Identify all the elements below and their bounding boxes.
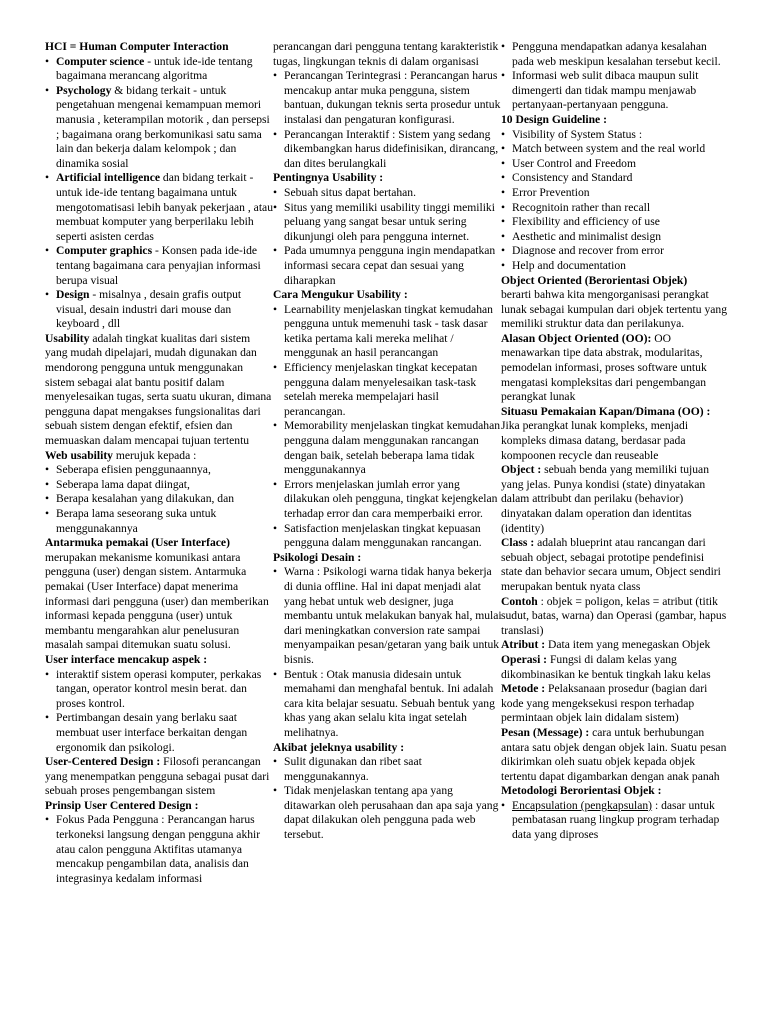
term: Antarmuka pemakai (User Interface) <box>45 536 230 550</box>
paragraph <box>501 682 727 726</box>
item-text: Efficiency menjelaskan tingkat kecepatan pengguna dalam menyelesaikan task-task setelah mereka mempelajari hasil perancangan. <box>284 361 478 418</box>
column-2 <box>273 40 503 843</box>
bullet-item <box>45 84 273 172</box>
item-text: Sulit digunakan dan ribet saat menggunakannya. <box>284 755 422 783</box>
bullet-item <box>45 244 273 288</box>
bullet-item <box>45 507 273 536</box>
heading-text: Prinsip User Centered Design : <box>45 798 199 812</box>
bullet-item <box>501 215 727 230</box>
section-heading <box>273 288 503 303</box>
bullet-item <box>45 463 273 478</box>
section-heading <box>501 784 727 799</box>
section-heading <box>45 653 273 668</box>
term: Computer science <box>56 54 145 68</box>
item-text: Perancangan Terintegrasi : Perancangan harus mencakup antar muka pengguna, sistem bantuan, dukungan teknis serta prosedur untuk instalasi dan pengaturan konfigurasi. <box>284 69 501 126</box>
item-text: Situs yang memiliki usability tinggi memiliki peluang yang sangat besar untuk sering dikunjungi oleh para pengguna internet. <box>284 200 495 243</box>
paragraph <box>273 40 503 69</box>
item-text: : dasar untuk pembatasan ruang lingkup program terhadap data yang diproses <box>512 798 720 842</box>
bullet-item <box>273 303 503 361</box>
paragraph <box>501 638 727 653</box>
bullet-item <box>501 171 727 186</box>
item-text: interaktif sistem operasi komputer, perkakas tangan, operator kontrol mesin berat. dan proses kontrol. <box>56 667 262 710</box>
term: Computer graphics <box>56 244 153 258</box>
bullet-item <box>273 478 503 522</box>
item-text: & bidang terkait - untuk pengetahuan mengenai kemampuan memori manusia , keterampilan motorik , dan persepsi ; bagaimana orang berkomunikasi satu sama lain dan bekerja dalam kelompok ; dan dinamika sosial <box>56 83 270 170</box>
term: Operasi : <box>501 652 548 666</box>
item-text: : objek = poligon, kelas = atribut (titik sudut, batas, warna) dan Operasi (gambar, hapus translasi) <box>501 594 727 637</box>
item-text: Informasi web sulit dibaca maupun sulit dimengerti dan tidak mampu menjawab pertanyaan-pertanyaan pengguna. <box>512 69 699 112</box>
bullet-item <box>501 799 727 843</box>
item-text: adalah blueprint atau rancangan dari sebuah object, sebagai prototipe pendefinisi state dan behavior secara umum, Object sendiri merupakan bentuk nyata class <box>501 536 721 593</box>
bullet-item <box>501 186 727 201</box>
item-text: Learnability menjelaskan tingkat kemudahan pengguna untuk memenuhi task - task dasar ketika pertama kali mereka melihat / menggunak an hasil perancangan <box>284 302 493 360</box>
item-text: Pelaksanaan prosedur (bagian dari kode yang mengeksekusi respon terhadap permintaan objek lain didalam sistem) <box>501 682 708 725</box>
column-3 <box>501 40 727 843</box>
term: User-Centered Design : <box>45 755 161 769</box>
bullet-item <box>273 784 503 842</box>
item-text: dan bidang terkait - untuk ide-ide tentang bagaimana untuk mengotomatisasi lebih banyak pekerjaan , atau membuat komputer yang berperilaku lebih seperti asisten cerdas <box>56 171 273 243</box>
term: Atribut : <box>501 638 546 652</box>
item-text: Warna : Psikologi warna tidak hanya bekerja di dunia offline. Hal ini dapat menjadi alat yang hebat untuk web designer, juga membantu untuk melakukan banyak hal, mulai dari meningkatkan conversion rate sampai menyampaikan pesan/getaran yang baik untuk bisnis. <box>284 565 502 666</box>
section-heading <box>273 551 503 566</box>
bullet-item <box>501 244 727 259</box>
term: Artificial intelligence <box>56 171 160 185</box>
term: Encapsulation (pengkapsulan) <box>512 798 653 812</box>
paragraph <box>501 288 727 332</box>
paragraph <box>501 405 727 463</box>
item-text: - misalnya , desain grafis output visual, desain industri dari mouse dan keyboard , dll <box>56 288 242 331</box>
term: Design <box>56 288 90 302</box>
item-text: merupakan mekanisme komunikasi antara pengguna (user) dengan sistem. Antarmuka pemakai (User Interface) dapat menerima informasi dari pengguna (user) dan memberikan informasi kepada pengguna (user) untuk membantu mengarahkan alur penelusuran masalah sampai ditemukan suatu solusi. <box>45 550 269 652</box>
bullet-item <box>501 40 727 69</box>
item-text: Tidak menjelaskan tentang apa yang ditawarkan oleh perusahaan dan apa saja yang dapat dilakukan oleh pengguna pada web tersebut. <box>284 784 499 842</box>
heading-text: Metodologi Berorientasi Objek : <box>501 784 662 798</box>
bullet-item <box>273 69 503 127</box>
bullet-item <box>501 142 727 157</box>
item-text: Fokus Pada Pengguna : Perancangan harus terkoneksi langsung dengan pengguna akhir atau calon pengguna Aktifitas utamanya mencakup pengambilan data, analisis dan integrasinya kedalam informasi <box>56 813 261 885</box>
item-text: Error Prevention <box>512 185 590 199</box>
item-text: Satisfaction menjelaskan tingkat kepuasan pengguna dalam menggunakan rancangan. <box>284 521 482 550</box>
bullet-item <box>273 128 503 172</box>
bullet-item <box>45 492 273 507</box>
item-text: - Konsen pada ide-ide tentang bagaimana cara penyajian informasi berupa visual <box>56 244 261 287</box>
item-text: Visibility of System Status : <box>512 127 643 141</box>
item-text: merujuk kepada : <box>112 448 197 462</box>
heading-text: Cara Mengukur Usability : <box>273 288 408 302</box>
paragraph <box>501 595 727 639</box>
item-text: sebuah benda yang memiliki tujuan yang jelas. Punya kondisi (state) dinyatakan dalam attribubt dan perilaku (behavior) dinyatakan dalam operation dan identitas (identity) <box>501 463 709 535</box>
item-text: Perancangan Interaktif : Sistem yang sedang dikembangkan harus didefinisikan, dirancang, dan dites berulangkali <box>284 127 499 170</box>
bullet-item <box>501 157 727 172</box>
term: Metode : <box>501 682 546 696</box>
heading-text: Pentingnya Usability : <box>273 171 384 185</box>
paragraph <box>501 463 727 536</box>
term: Object : <box>501 463 542 477</box>
item-text: User Control and Freedom <box>512 156 636 170</box>
item-text: Flexibility and efficiency of use <box>512 215 660 229</box>
bullet-item <box>501 69 727 113</box>
heading-text: HCI = Human Computer Interaction <box>45 40 229 53</box>
bullet-item <box>273 201 503 245</box>
section-heading <box>501 274 727 289</box>
item-text: Fungsi di dalam kelas yang dikombinasikan ke bentuk tingkah laku kelas <box>501 652 711 681</box>
item-text: Berapa kesalahan yang dilakukan, dan <box>56 492 235 506</box>
bullet-item <box>273 361 503 419</box>
item-text: Memorability menjelaskan tingkat kemudahan pengguna dalam menggunakan rancangan dengan baik, setelah beberapa lama tidak menggunakannya <box>284 419 501 477</box>
section-heading <box>273 741 503 756</box>
term: Pesan (Message) : <box>501 725 590 739</box>
heading-text: Psikologi Desain : <box>273 550 362 564</box>
term: Situasu Pemakaian Kapan/Dimana (OO) : <box>501 404 711 418</box>
paragraph <box>501 332 727 405</box>
bullet-item <box>273 565 503 667</box>
section-heading <box>273 171 503 186</box>
paragraph <box>45 755 273 799</box>
item-text: adalah tingkat kualitas dari sistem yang mudah dipelajari, mudah digunakan dan mendorong pengguna untuk menggunakan sistem sebagai alat bantu positif dalam menyelesaikan tugas, serta suatu ukuran, dimana pengguna dapat mengakses fungsionalitas dari sebuah sistem dengan efektif, efsien dan memuaskan dalam mencapai tujuan tertentu <box>45 331 272 448</box>
bullet-item <box>45 711 273 755</box>
item-text: berarti bahwa kita mengorganisasi perangkat lunak sebagai kumpulan dari objek tertentu yang memiliki struktur data dan perilakunya. <box>501 288 728 331</box>
item-text: Consistency and Standard <box>512 171 633 185</box>
bullet-item <box>45 668 273 712</box>
term: Contoh <box>501 594 538 608</box>
item-text: Errors menjelaskan jumlah error yang dilakukan oleh pengguna, tingkat kejengkelan terhadap error dan cara memperbaiki error. <box>284 477 498 520</box>
item-text: Data item yang menegaskan Objek <box>545 638 711 652</box>
heading-text: Akibat jeleknya usability : <box>273 740 405 754</box>
term: Class : <box>501 536 535 550</box>
paragraph <box>45 536 273 653</box>
bullet-item <box>501 201 727 216</box>
item-text: Pada umumnya pengguna ingin mendapatkan informasi secara cepat dan sesuai yang diharapkan <box>284 244 496 287</box>
item-text: Sebuah situs dapat bertahan. <box>284 185 417 199</box>
item-text: Diagnose and recover from error <box>512 244 664 258</box>
term: Web usability <box>45 448 113 462</box>
column-1 <box>45 40 273 886</box>
item-text: Jika perangkat lunak kompleks, menjadi kompleks dimasa datang, berdasar pada kompoonen recycle dan reuseable <box>501 419 689 462</box>
paragraph <box>45 449 273 464</box>
item-text: - untuk ide-ide tentang bagaimana merancang algoritma <box>56 54 253 83</box>
term: Alasan Object Oriented (OO): <box>501 331 652 345</box>
section-heading <box>45 40 273 55</box>
item-text: Filosofi perancangan yang menempatkan pengguna sebagai pusat dari sebuah proses pengembangan sistem <box>45 755 270 798</box>
item-text: Match between system and the real world <box>512 142 706 156</box>
item-text: Seberapa efisien penggunaannya, <box>56 463 211 477</box>
item-text: cara untuk berhubungan antara satu objek dengan objek lain. Suatu pesan dikirimkan oleh suatu objek kepada objek tertentu dapat digambarkan dengan anak panah <box>501 725 727 783</box>
bullet-item <box>501 128 727 143</box>
bullet-item <box>273 244 503 288</box>
paragraph <box>501 653 727 682</box>
item-text: OO menawarkan tipe data abstrak, modularitas, pemodelan informasi, proses software untuk mengatasi kompleksitas dari pengembangan perangkat lunak <box>501 331 707 404</box>
bullet-item <box>45 55 273 84</box>
bullet-item <box>273 522 503 551</box>
paragraph <box>45 332 273 449</box>
bullet-item <box>273 186 503 201</box>
paragraph <box>501 536 727 594</box>
item-text: perancangan dari pengguna tentang karakteristik tugas, lingkungan teknis di dalam organisasi <box>273 40 499 68</box>
bullet-item <box>45 288 273 332</box>
section-heading <box>501 113 727 128</box>
item-text: Pengguna mendapatkan adanya kesalahan pada web meskipun kesalahan tersebut kecil. <box>512 40 721 68</box>
term: Psychology <box>56 83 112 97</box>
bullet-item <box>45 171 273 244</box>
item-text: Pertimbangan desain yang berlaku saat membuat user interface berkaitan dengan ergonomik dan psikologi. <box>56 711 248 754</box>
item-text: Seberapa lama dapat diingat, <box>56 477 190 491</box>
item-text: Bentuk : Otak manusia didesain untuk memahami dan menghafal bentuk. Ini adalah cara kita belajar sesuatu. Sebuah bentuk yang khas yang akan selalu kita ingat setelah melihatnya. <box>284 667 495 739</box>
section-heading <box>45 799 273 814</box>
item-text: Aesthetic and minimalist design <box>512 229 662 243</box>
heading-text: 10 Design Guideline : <box>501 112 607 126</box>
bullet-item <box>273 419 503 477</box>
heading-text: User interface mencakup aspek : <box>45 652 208 666</box>
bullet-item <box>501 259 727 274</box>
bullet-item <box>45 478 273 493</box>
paragraph <box>501 726 727 784</box>
bullet-item <box>45 813 273 886</box>
bullet-item <box>273 668 503 741</box>
heading-text: Object Oriented (Berorientasi Objek) <box>501 273 688 287</box>
bullet-item <box>273 755 503 784</box>
item-text: Berapa lama seseorang suka untuk menggunakannya <box>56 507 217 535</box>
item-text: Recognitoin rather than recall <box>512 200 651 214</box>
term: Usability <box>45 331 90 345</box>
item-text: Help and documentation <box>512 258 626 272</box>
bullet-item <box>501 230 727 245</box>
